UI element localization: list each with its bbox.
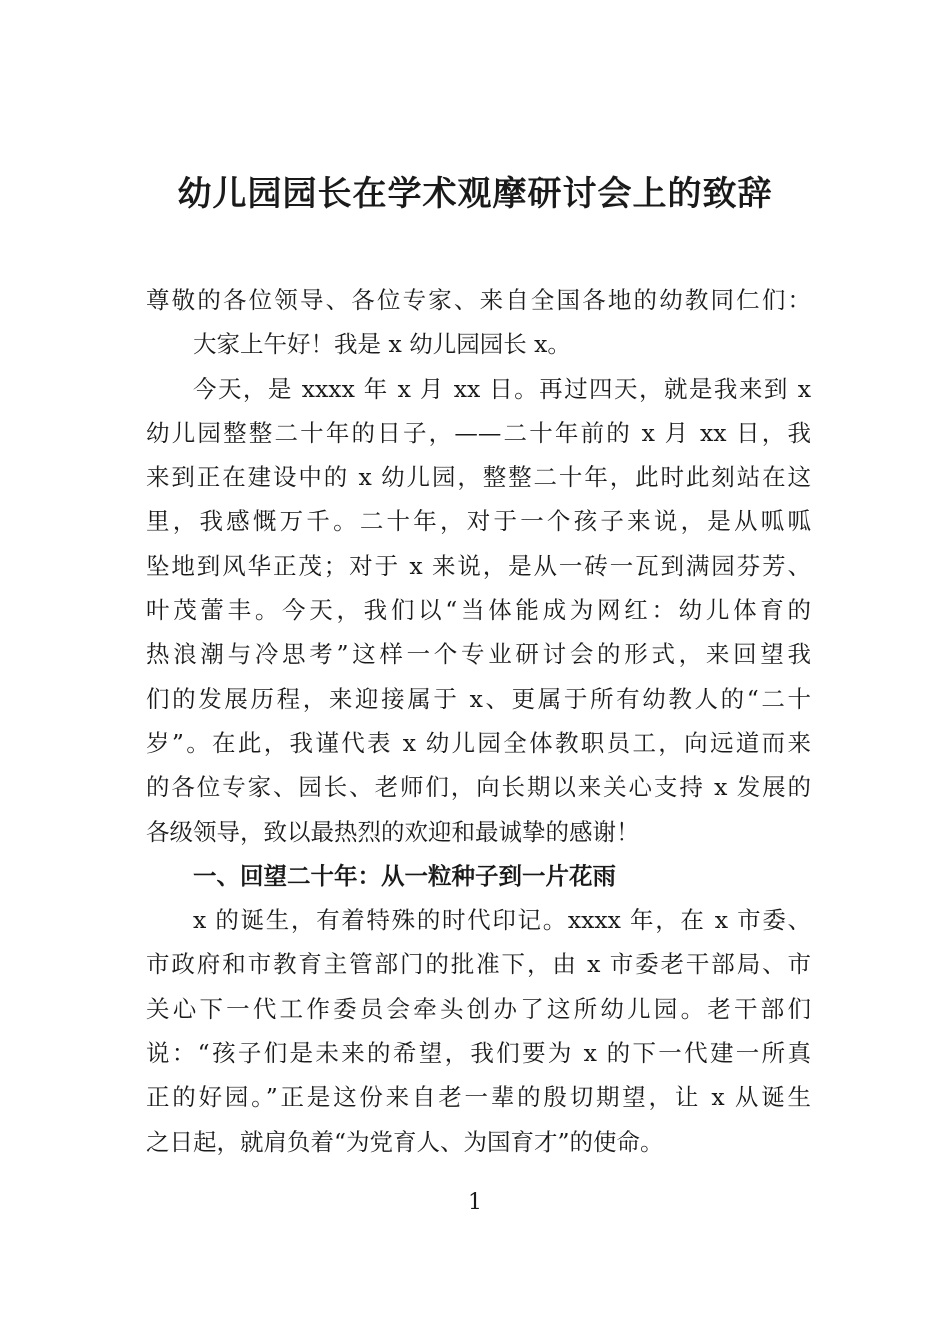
paragraph-line: x 的诞生，有着特殊的时代印记。xxxx 年，在 x 市委、: [193, 906, 811, 935]
paragraph-line: 大家上午好！我是 x 幼儿园园长 x。: [193, 330, 571, 359]
section-heading: 一、回望二十年：从一粒种子到一片花雨: [193, 861, 616, 890]
paragraph-line: 尊敬的各位领导、各位专家、来自全国各地的幼教同仁们：: [146, 286, 811, 314]
paragraph-line: 们的发展历程，来迎接属于 x、更属于所有幼教人的“二十: [146, 684, 811, 713]
paragraph-line: 岁”。在此，我谨代表 x 幼儿园全体教职员工，向远道而来: [146, 728, 811, 757]
paragraph-line: 来到正在建设中的 x 幼儿园，整整二十年，此时此刻站在这: [146, 463, 811, 492]
document-body: [146, 278, 811, 1164]
paragraph-line: 坠地到风华正茂；对于 x 来说，是从一砖一瓦到满园芬芳、: [146, 551, 811, 580]
paragraph-line: 之日起，就肩负着“为党育人、为国育才”的使命。: [146, 1127, 664, 1156]
page-number: 1: [468, 1190, 482, 1215]
paragraph-line: 叶茂蕾丰。今天，我们以“当体能成为网红：幼儿体育的: [146, 596, 811, 625]
paragraph-line: 说：“孩子们是未来的希望，我们要为 x 的下一代建一所真: [146, 1039, 811, 1068]
paragraph-line: 市政府和市教育主管部门的批准下，由 x 市委老干部局、市: [146, 950, 811, 979]
paragraph-line: 各级领导，致以最热烈的欢迎和最诚挚的感谢！: [146, 817, 640, 846]
paragraph-line: 关心下一代工作委员会牵头创办了这所幼儿园。老干部们: [146, 994, 811, 1023]
paragraph-line: 正的好园。”正是这份来自老一辈的殷切期望，让 x 从诞生: [146, 1083, 811, 1112]
document-title: 幼儿园园长在学术观摩研讨会上的致辞: [177, 174, 773, 214]
paragraph-line: 幼儿园整整二十年的日子，——二十年前的 x 月 xx 日，我: [146, 418, 811, 447]
paragraph-line: 热浪潮与冷思考”这样一个专业研讨会的形式，来回望我: [146, 640, 811, 669]
paragraph-line: 里，我感慨万千。二十年，对于一个孩子来说，是从呱呱: [146, 507, 811, 536]
paragraph-line: 的各位专家、园长、老师们，向长期以来关心支持 x 发展的: [146, 773, 811, 802]
paragraph-line: 今天，是 xxxx 年 x 月 xx 日。再过四天，就是我来到 x: [193, 374, 811, 403]
